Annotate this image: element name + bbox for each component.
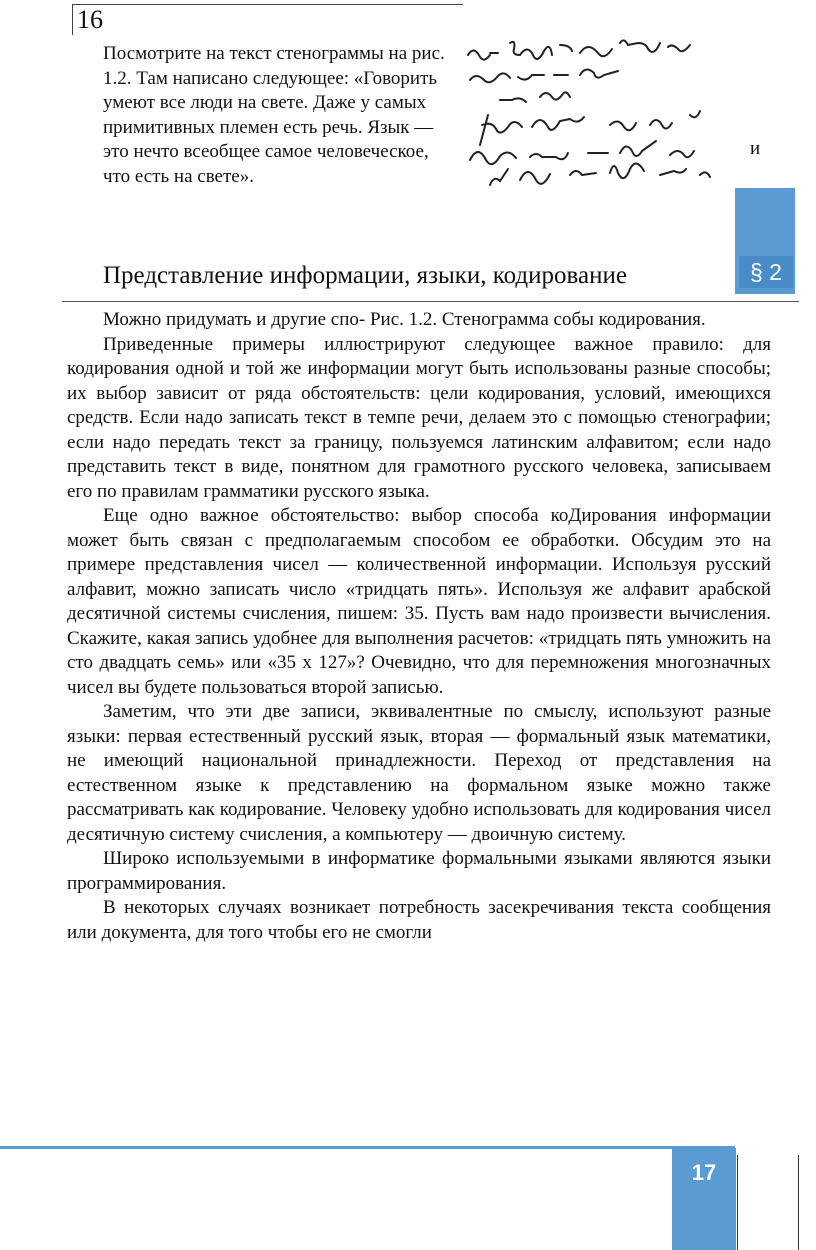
page-edge-line [737, 1155, 738, 1250]
steno-stroke [470, 141, 694, 164]
page-edge-line [798, 1155, 799, 1250]
intro-trailing-word: и [750, 138, 761, 159]
paragraph: В некоторых случаях возникает потребность засекречивания текста сообщения или документа, для того чтобы его не смогли [67, 897, 771, 943]
steno-stroke [500, 92, 570, 102]
paragraph: Широко используемыми в информатике формальными языками являются языки программирования. [67, 848, 771, 894]
steno-stroke [468, 40, 690, 59]
section-title: Представление информации, языки, кодирование [103, 262, 627, 289]
intro-text [103, 42, 448, 189]
steno-stroke [490, 163, 710, 185]
paragraph: Можно придумать и другие спо- Рис. 1.2. Стенограмма собы кодирования. [103, 309, 706, 330]
steno-stroke [470, 69, 618, 82]
steno-stroke [480, 111, 700, 145]
paragraph: Приведенные примеры иллюстрируют следующее важное правило: для кодирования одной и той же информации могут быть использованы разные способы; их выбор зависит от ряда обстоятельств: цели кодирования, условий, имеющихся средств. Если надо записать текст в темпе речи, делаем это с помощью стенографии; если надо передать текст за границу, пользуемся латинским алфавитом; если надо представить текст в виде, понятном для грамотного русского человека, записываем его по правилам грамматики русского языка. [67, 333, 771, 502]
body-text [67, 308, 771, 945]
intro-paragraph: Посмотрите на текст стенограммы на рис. 1.2. Там написано следующее: «Говорить умеют все люди на свете. Даже у самых примитивных племен есть речь. Язык — это нечто всеобщее самое человеческое, что есть на свете». [103, 43, 445, 187]
page-number-top: 16 [72, 4, 463, 35]
paragraph: Заметим, что эти две записи, эквивалентные по смыслу, используют разные языки: первая естественный русский язык, вторая — формальный язык математики, не имеющий национальной принадлежности. Переход от представления на естественном языке к представлению на формальном языке можно также рассматривать как кодирование. Человеку удобно использовать для кодирования чисел десятичную систему счисления, а компьютеру — двоичную систему. [67, 701, 771, 845]
section-badge: § 2 [739, 256, 793, 288]
section-divider [62, 301, 799, 302]
paragraph: Еще одно важное обстоятельство: выбор способа коДирования информации может быть связан с предполагаемым способом ее обработки. Обсудим это на примере представления чисел — количественной информации. Используя русский алфавит, можно записать число «тридцать пять». Используя же алфавит арабской десятичной системы счисления, пишем: 35. Пусть вам надо произвести вычисления. Скажите, какая запись удобнее для выполнения расчетов: «тридцать пять умножить на сто двадцать семь» или «35 х 127»? Очевидно, что для перемножения многозначных чисел вы будете пользоваться второй записью. [67, 505, 771, 698]
footer-rule [0, 1146, 735, 1149]
page-number-bottom: 17 [691, 1160, 717, 1185]
stenogram-figure [460, 35, 735, 190]
